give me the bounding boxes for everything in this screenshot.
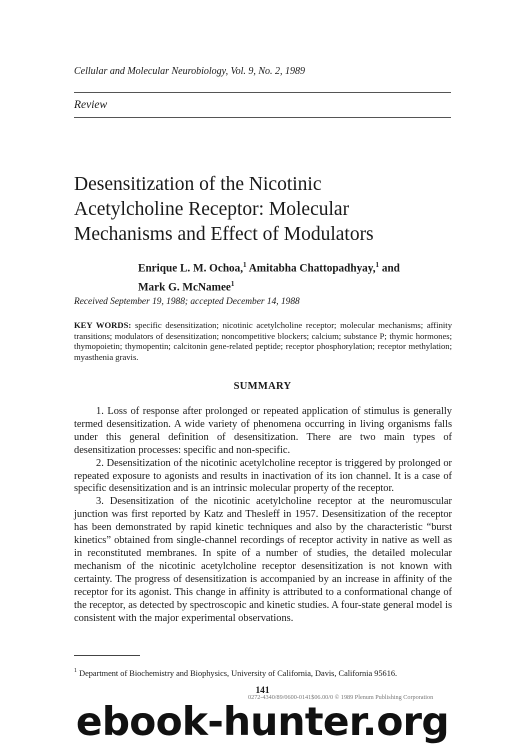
title-line: Desensitization of the Nicotinic	[74, 174, 322, 195]
summary-heading: SUMMARY	[233, 381, 292, 392]
watermark: ebook-hunter.org	[76, 700, 449, 745]
summary-paragraph: 1. Loss of response after prolonged or repeated application of stimulus is generally termed desensitization. A wide variety of phenomena occurring in living organisms falls under this general definition of desensitization. There are two main types of desensitization processes: specific and non-specific.	[74, 406, 452, 456]
footnote-rule	[74, 655, 140, 656]
author-name: Enrique L. M. Ochoa,	[138, 262, 244, 275]
author-affiliation-mark: 1	[243, 261, 247, 269]
article-title	[74, 172, 454, 247]
header-rule-top	[74, 92, 451, 93]
footnote-text: Department of Biochemistry and Biophysics, University of California, Davis, California 95616.	[77, 668, 398, 678]
affiliation-footnote	[74, 668, 397, 678]
author-name: Amitabha Chattopadhyay,	[246, 262, 376, 275]
keywords-label: KEY WORDS:	[74, 320, 132, 330]
copyright-line: 0272-4340/89/0600-0141$06.00/0 © 1989 Plenum Publishing Corporation	[248, 694, 434, 701]
page-number: 141	[255, 686, 270, 696]
author-list	[138, 258, 458, 295]
summary-paragraph: 3. Desensitization of the nicotinic acetylcholine receptor at the neuromuscular junction was first reported by Katz and Thesleff in 1957. Desensitization of the receptor has been demonstrated by rapid kinetic techniques and also by the characteristic “burst kinetics” obtained from single-channel recordings of receptor activity in native as well as in reconstituted membranes. In spite of a number of studies, the detailed molecular mechanism of the nicotinic acetylcholine receptor desensitization is not known with certainty. The progress of desensitization is accompanied by an increase in affinity of the receptor for its agonist. This change in affinity is attributed to a conformational change of the receptor, as detected by spectroscopic and kinetic studies. A four-state general model is consistent with the major experimental observations.	[74, 496, 452, 624]
summary-paragraph: 2. Desensitization of the nicotinic acetylcholine receptor is triggered by prolonged or repeated exposure to agonists and results in inactivation of its ion channel. It is a case of specific desensitization and is an intrinsic molecular property of the receptor.	[74, 457, 452, 495]
footnote-mark: 1	[74, 668, 77, 674]
section-label: Review	[74, 99, 108, 111]
author-separator: and	[379, 262, 400, 275]
header-rule-bottom	[74, 117, 451, 118]
journal-citation: Cellular and Molecular Neurobiology, Vol. 9, No. 2, 1989	[74, 66, 306, 77]
author-name: Mark G. McNamee	[138, 281, 231, 294]
keywords-text: specific desensitization; nicotinic acetylcholine receptor; molecular mechanisms; affinity transitions; modulators of desensitization; noncompetitive blockers; calcium; substance P; thymic hormones; thymopoietin; thymopentin; calcitonin gene-related peptide; receptor phosphorylation; receptor methylation; myasthenia gravis.	[74, 320, 452, 363]
title-line: Mechanisms and Effect of Modulators	[74, 224, 374, 245]
keywords-block	[74, 320, 452, 363]
author-line	[138, 277, 458, 296]
author-line	[138, 258, 458, 277]
title-line: Acetylcholine Receptor: Molecular	[74, 199, 350, 220]
author-affiliation-mark: 1	[375, 261, 380, 269]
summary-body	[74, 406, 452, 625]
received-dates: Received September 19, 1988; accepted December 14, 1988	[74, 297, 300, 307]
author-affiliation-mark: 1	[230, 279, 235, 288]
